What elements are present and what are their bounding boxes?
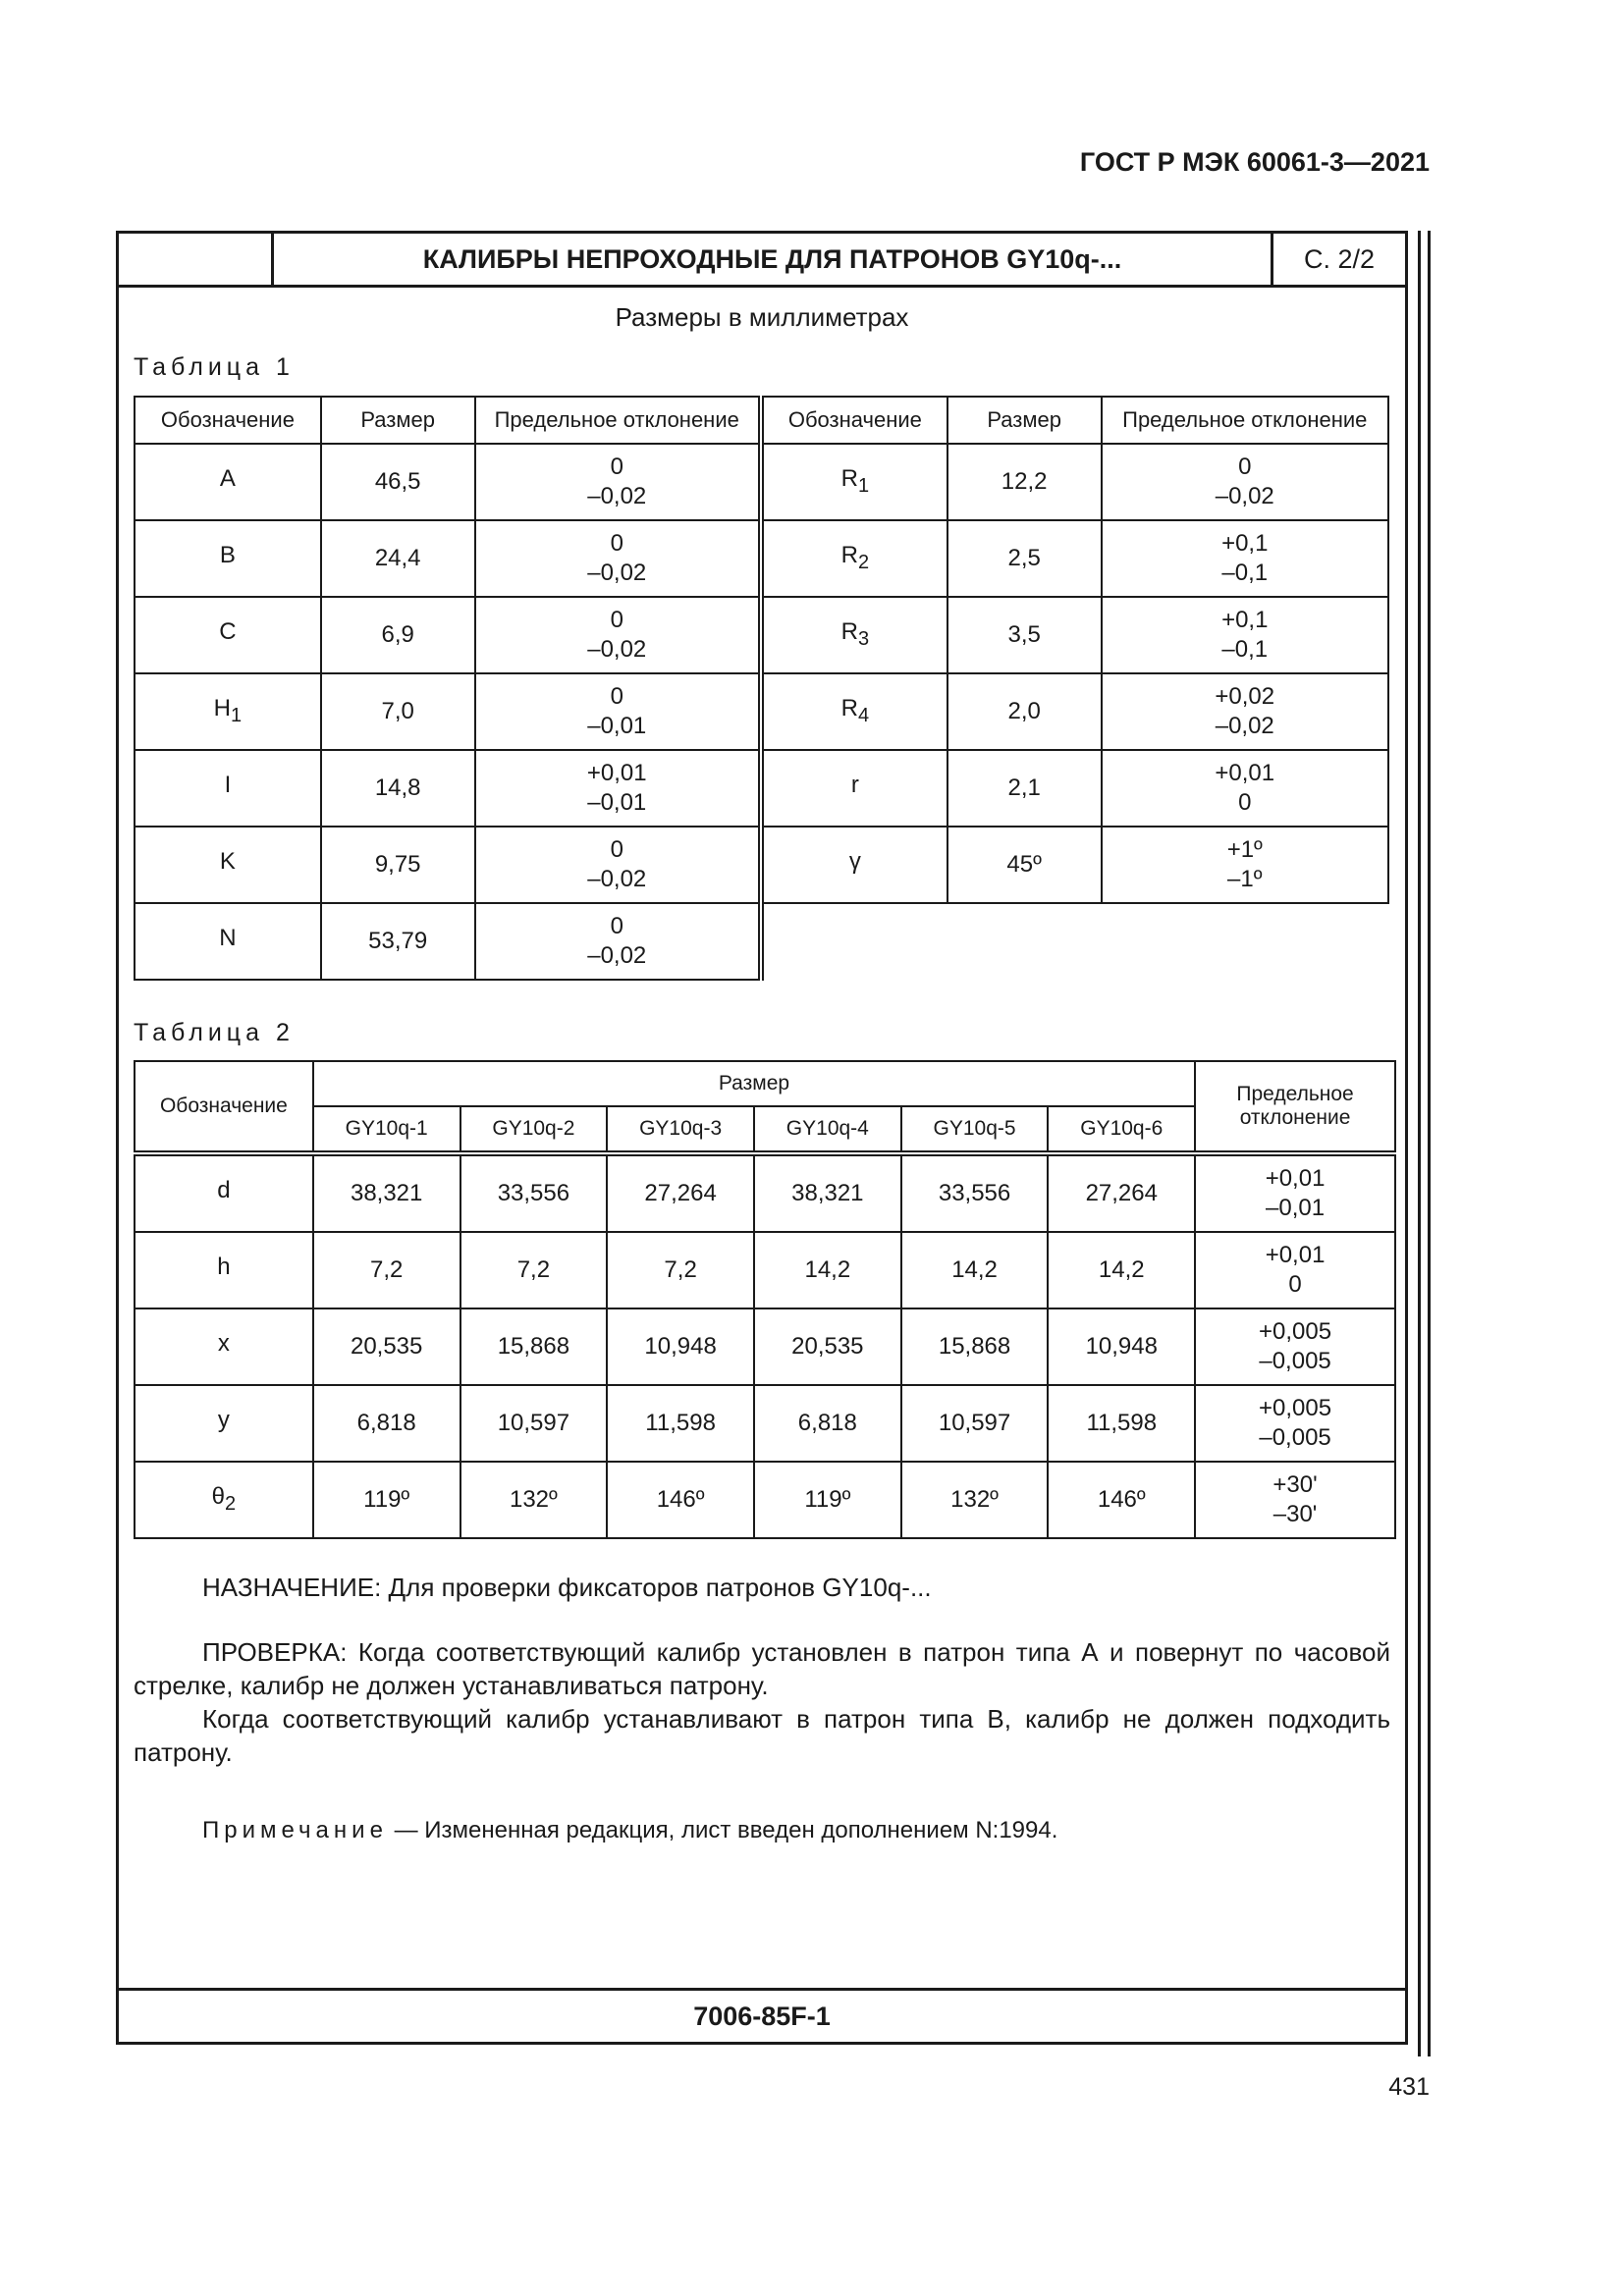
designation-symbol: r xyxy=(850,771,859,798)
designation-cell xyxy=(135,1153,313,1232)
tolerance-cell xyxy=(475,444,761,520)
sheet-title: КАЛИБРЫ НЕПРОХОДНЫЕ ДЛЯ ПАТРОНОВ GY10q-... xyxy=(274,234,1273,285)
tolerance-cell xyxy=(475,597,761,673)
tolerance-upper: +0,1 xyxy=(1221,607,1269,633)
tolerance-lower: 0 xyxy=(1238,789,1252,816)
table1 xyxy=(134,396,1389,981)
table1-header: Размер xyxy=(321,397,475,444)
tolerance-cell xyxy=(1102,444,1388,520)
size-cell: 15,868 xyxy=(460,1308,608,1385)
table2-type-header: GY10q-4 xyxy=(754,1106,901,1153)
designation-subscript: 3 xyxy=(857,627,870,650)
check-text-2: Когда соответствующий калибр устанавливают в патрон типа В, калибр не должен подходить патрону. xyxy=(134,1704,1390,1767)
tolerance-lower: –0,01 xyxy=(1266,1195,1326,1221)
table2-type-header: GY10q-3 xyxy=(607,1106,754,1153)
table1-header: Обозначение xyxy=(761,397,947,444)
table1-header-row xyxy=(135,397,1388,444)
tolerance-cell xyxy=(475,903,761,980)
designation-symbol: I xyxy=(224,771,232,798)
tolerance-upper: 0 xyxy=(610,454,623,480)
check-text: ПРОВЕРКА: Когда соответствующий калибр установлен в патрон типа А и повернут по часовой стрелке, калибр не должен устанавливаться патрону. xyxy=(134,1637,1390,1700)
designation-subscript: 2 xyxy=(857,551,870,573)
tolerance-lower: –0,02 xyxy=(587,942,647,969)
empty-cell xyxy=(1102,903,1388,980)
designation-cell xyxy=(135,673,321,750)
table2-type-header: GY10q-2 xyxy=(460,1106,608,1153)
designation-cell xyxy=(135,444,321,520)
tolerance-cell xyxy=(1195,1385,1395,1462)
purpose-text: НАЗНАЧЕНИЕ: Для проверки фиксаторов патронов GY10q-... xyxy=(202,1573,932,1602)
tolerance-cell xyxy=(1102,827,1388,903)
table-row xyxy=(135,1232,1395,1308)
tolerance-lower: –0,005 xyxy=(1259,1424,1331,1451)
size-cell: 20,535 xyxy=(313,1308,460,1385)
drawing-frame xyxy=(116,231,1408,2045)
tolerance-upper: 0 xyxy=(610,913,623,939)
tolerance-lower: –0,01 xyxy=(587,713,647,739)
designation-symbol: θ xyxy=(211,1482,226,1510)
designation-cell xyxy=(135,1308,313,1385)
tolerance-upper: +0,1 xyxy=(1221,530,1269,557)
size-cell: 11,598 xyxy=(1048,1385,1195,1462)
designation-symbol: H xyxy=(213,694,232,721)
note-label: Примечание xyxy=(202,1817,388,1843)
designation-symbol: A xyxy=(219,464,236,492)
title-row xyxy=(119,234,1405,288)
tolerance-cell xyxy=(1195,1308,1395,1385)
tolerance-upper: +0,005 xyxy=(1259,1318,1332,1345)
designation-symbol: y xyxy=(217,1406,230,1433)
tolerance-cell xyxy=(475,750,761,827)
designation-symbol: N xyxy=(219,924,237,951)
size-cell: 10,597 xyxy=(460,1385,608,1462)
size-cell: 7,2 xyxy=(460,1232,608,1308)
size-cell: 10,948 xyxy=(1048,1308,1195,1385)
note-paragraph xyxy=(134,1814,1390,1847)
size-cell: 119º xyxy=(313,1462,460,1538)
size-cell: 20,535 xyxy=(754,1308,901,1385)
tolerance-upper: 0 xyxy=(610,836,623,863)
units-caption: Размеры в миллиметрах xyxy=(615,302,909,332)
tolerance-cell xyxy=(1195,1462,1395,1538)
size-cell: 14,8 xyxy=(321,750,475,827)
tolerance-cell xyxy=(1102,597,1388,673)
size-cell: 33,556 xyxy=(901,1153,1049,1232)
tolerance-cell xyxy=(1102,520,1388,597)
table1-header: Предельное отклонение xyxy=(1102,397,1388,444)
size-cell: 27,264 xyxy=(1048,1153,1195,1232)
designation-symbol: R xyxy=(840,617,858,645)
tolerance-upper: +30' xyxy=(1272,1471,1318,1498)
designation-cell xyxy=(135,1462,313,1538)
size-cell: 6,818 xyxy=(754,1385,901,1462)
designation-symbol: K xyxy=(219,847,236,875)
size-cell: 38,321 xyxy=(313,1153,460,1232)
designation-symbol: x xyxy=(217,1329,230,1357)
size-cell: 14,2 xyxy=(1048,1232,1195,1308)
table-row xyxy=(135,1385,1395,1462)
size-cell: 2,5 xyxy=(947,520,1102,597)
designation-symbol: B xyxy=(219,541,236,568)
tolerance-lower: –0,02 xyxy=(587,483,647,509)
designation-cell xyxy=(135,750,321,827)
size-cell: 38,321 xyxy=(754,1153,901,1232)
size-cell: 10,597 xyxy=(901,1385,1049,1462)
title-blank-cell xyxy=(119,234,274,285)
size-cell: 146º xyxy=(1048,1462,1195,1538)
designation-cell xyxy=(761,444,947,520)
size-cell: 132º xyxy=(460,1462,608,1538)
table2-type-header: GY10q-6 xyxy=(1048,1106,1195,1153)
table-row xyxy=(135,520,1388,597)
table1-header: Обозначение xyxy=(135,397,321,444)
designation-subscript: 1 xyxy=(231,704,243,726)
designation-symbol: R xyxy=(840,464,858,492)
tolerance-cell xyxy=(1102,750,1388,827)
designation-cell xyxy=(761,520,947,597)
size-cell: 3,5 xyxy=(947,597,1102,673)
table2-header-designation: Обозначение xyxy=(135,1061,313,1153)
tolerance-upper: +1º xyxy=(1226,836,1263,863)
tolerance-lower: –30' xyxy=(1272,1501,1318,1527)
designation-cell xyxy=(135,1232,313,1308)
designation-cell xyxy=(761,673,947,750)
page-number: 431 xyxy=(1388,2073,1430,2101)
empty-cell xyxy=(761,903,947,980)
designation-symbol: R xyxy=(840,541,858,568)
table2-header-size: Размер xyxy=(313,1061,1195,1106)
designation-cell xyxy=(761,827,947,903)
tolerance-upper: 0 xyxy=(1238,454,1252,480)
tolerance-cell xyxy=(1102,673,1388,750)
tolerance-upper: +0,01 xyxy=(1265,1165,1326,1192)
size-cell: 10,948 xyxy=(607,1308,754,1385)
tolerance-lower: 0 xyxy=(1288,1271,1302,1298)
designation-cell xyxy=(135,1385,313,1462)
tolerance-upper: +0,02 xyxy=(1215,683,1275,710)
tolerance-cell xyxy=(475,827,761,903)
designation-cell xyxy=(761,750,947,827)
tolerance-upper: +0,01 xyxy=(1265,1242,1326,1268)
designation-subscript: 1 xyxy=(857,474,870,497)
tolerance-upper: 0 xyxy=(610,607,623,633)
designation-cell xyxy=(135,903,321,980)
table2-type-header: GY10q-5 xyxy=(901,1106,1049,1153)
tolerance-upper: 0 xyxy=(610,683,623,710)
tolerance-cell xyxy=(1195,1153,1395,1232)
size-cell: 9,75 xyxy=(321,827,475,903)
tolerance-upper: 0 xyxy=(610,530,623,557)
tolerance-upper: +0,01 xyxy=(1215,760,1275,786)
size-cell: 7,2 xyxy=(313,1232,460,1308)
size-cell: 14,2 xyxy=(754,1232,901,1308)
size-cell: 7,2 xyxy=(607,1232,754,1308)
table2-type-header: GY10q-1 xyxy=(313,1106,460,1153)
size-cell: 2,1 xyxy=(947,750,1102,827)
size-cell: 14,2 xyxy=(901,1232,1049,1308)
table-row xyxy=(135,750,1388,827)
size-cell: 12,2 xyxy=(947,444,1102,520)
purpose-paragraph xyxy=(134,1571,1390,1604)
designation-subscript: 2 xyxy=(225,1492,237,1515)
table-row xyxy=(135,597,1388,673)
table-row xyxy=(135,673,1388,750)
designation-symbol: γ xyxy=(848,847,861,875)
tolerance-cell xyxy=(475,673,761,750)
tolerance-cell xyxy=(475,520,761,597)
frame-edge-line xyxy=(1428,231,1431,2056)
tolerance-lower: –0,005 xyxy=(1259,1348,1331,1374)
designation-cell xyxy=(761,597,947,673)
size-cell: 15,868 xyxy=(901,1308,1049,1385)
table1-label: Таблица 1 xyxy=(134,353,295,381)
frame-edge-line xyxy=(1418,231,1421,2056)
table-row xyxy=(135,1308,1395,1385)
designation-cell xyxy=(135,827,321,903)
note-text: — Измененная редакция, лист введен дополнением N:1994. xyxy=(387,1817,1058,1843)
size-cell: 6,9 xyxy=(321,597,475,673)
tolerance-lower: –1º xyxy=(1227,866,1263,892)
designation-symbol: C xyxy=(219,617,237,645)
standard-id: ГОСТ Р МЭК 60061-3—2021 xyxy=(1079,147,1430,177)
size-cell: 24,4 xyxy=(321,520,475,597)
table2-label: Таблица 2 xyxy=(134,1019,295,1046)
table2-header-tolerance: Предельное отклонение xyxy=(1195,1061,1395,1153)
size-cell: 46,5 xyxy=(321,444,475,520)
tolerance-lower: –0,1 xyxy=(1221,636,1269,663)
designation-cell xyxy=(135,520,321,597)
tolerance-lower: –0,02 xyxy=(587,636,647,663)
table-row xyxy=(135,1153,1395,1232)
designation-subscript: 4 xyxy=(857,704,870,726)
designation-cell xyxy=(135,597,321,673)
tolerance-lower: –0,02 xyxy=(587,560,647,586)
tolerance-lower: –0,02 xyxy=(587,866,647,892)
tolerance-upper: +0,005 xyxy=(1259,1395,1332,1421)
check-paragraph xyxy=(134,1635,1390,1769)
size-cell: 45º xyxy=(947,827,1102,903)
tolerance-lower: –0,02 xyxy=(1215,483,1274,509)
table-row xyxy=(135,444,1388,520)
sheet-page: С. 2/2 xyxy=(1303,243,1376,274)
size-cell: 119º xyxy=(754,1462,901,1538)
size-cell: 33,556 xyxy=(460,1153,608,1232)
table1-header: Размер xyxy=(947,397,1102,444)
sheet-code: 7006-85F-1 xyxy=(119,1988,1405,2042)
size-cell: 132º xyxy=(901,1462,1049,1538)
designation-symbol: h xyxy=(217,1253,231,1280)
size-cell: 6,818 xyxy=(313,1385,460,1462)
table2 xyxy=(134,1060,1396,1539)
tolerance-upper: +0,01 xyxy=(586,760,647,786)
designation-symbol: R xyxy=(840,694,858,721)
table-row xyxy=(135,1462,1395,1538)
size-cell: 146º xyxy=(607,1462,754,1538)
designation-symbol: d xyxy=(217,1176,231,1203)
size-cell: 53,79 xyxy=(321,903,475,980)
table1-header: Предельное отклонение xyxy=(475,397,761,444)
tolerance-lower: –0,01 xyxy=(587,789,647,816)
empty-cell xyxy=(947,903,1102,980)
size-cell: 7,0 xyxy=(321,673,475,750)
tolerance-lower: –0,02 xyxy=(1215,713,1274,739)
tolerance-cell xyxy=(1195,1232,1395,1308)
table-row xyxy=(135,827,1388,903)
size-cell: 2,0 xyxy=(947,673,1102,750)
size-cell: 27,264 xyxy=(607,1153,754,1232)
tolerance-lower: –0,1 xyxy=(1221,560,1269,586)
size-cell: 11,598 xyxy=(607,1385,754,1462)
table-row xyxy=(135,903,1388,980)
table2-header-row xyxy=(135,1061,1395,1106)
